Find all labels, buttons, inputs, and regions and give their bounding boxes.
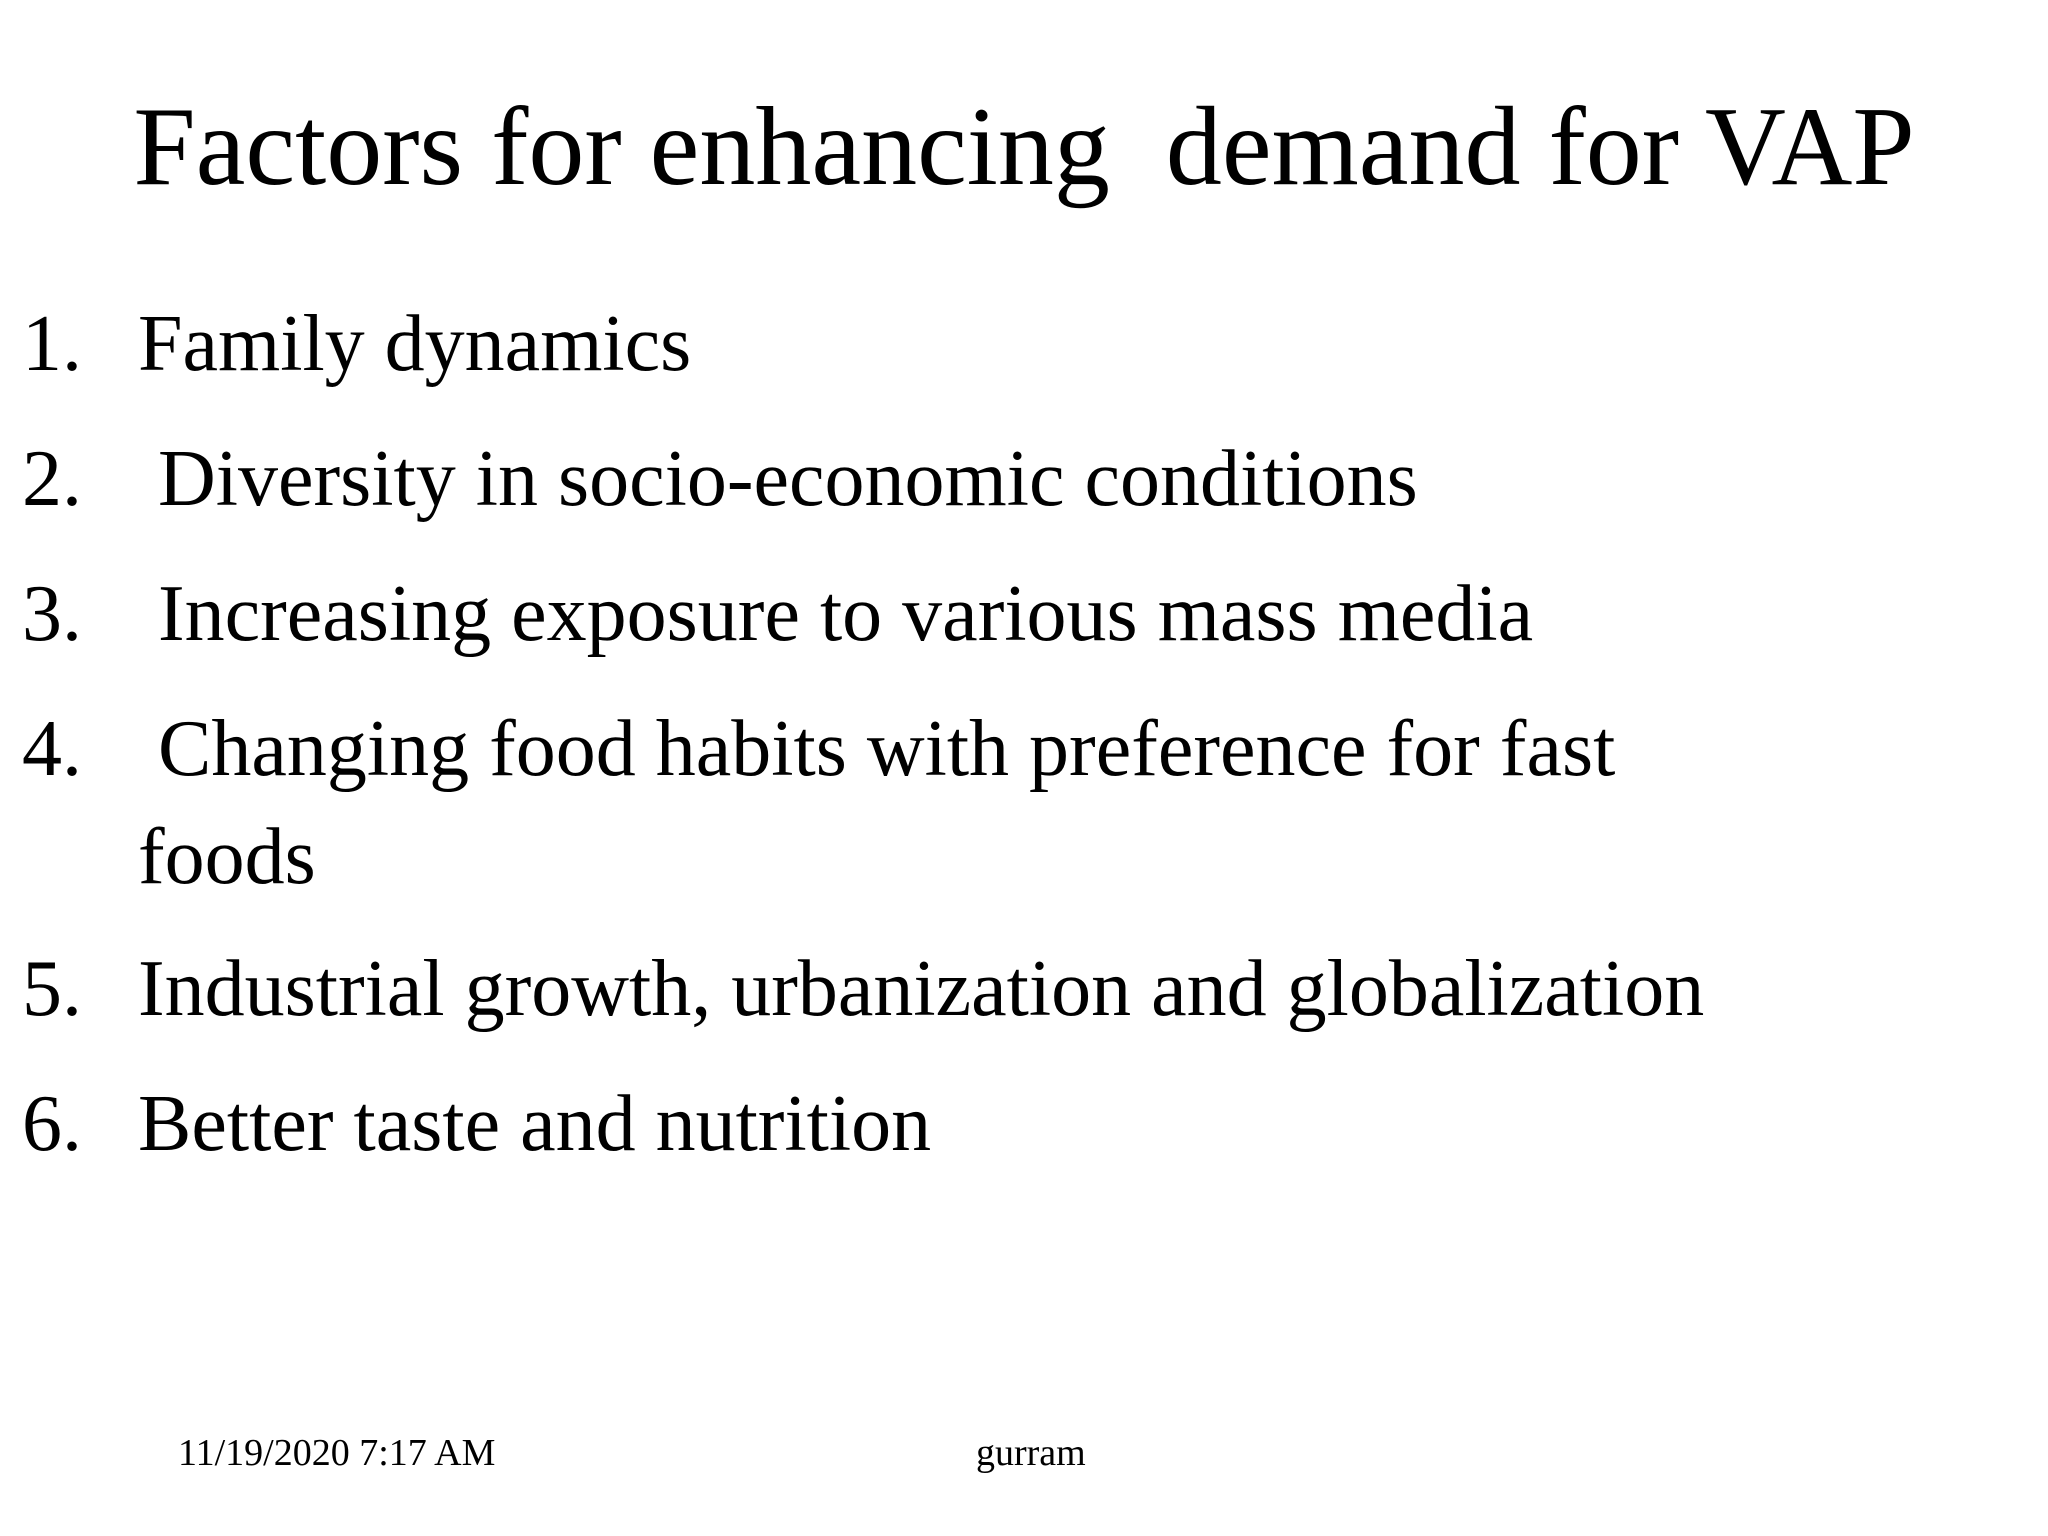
list-item-number: 3. (22, 570, 82, 658)
list-item-text: Diversity in socio-economic conditions (138, 435, 1418, 523)
list-item-text: Industrial growth, urbanization and globalization (138, 945, 1705, 1033)
list-item-text: Family dynamics (138, 300, 692, 388)
list-item-number: 4. (22, 705, 82, 793)
footer-author: gurram (976, 1432, 1086, 1474)
list-item-text: Better taste and nutrition (138, 1080, 932, 1168)
list-item-number: 2. (22, 435, 82, 523)
list-item-text: Increasing exposure to various mass media (138, 570, 1534, 658)
footer-date: 11/19/2020 7:17 AM (178, 1432, 496, 1474)
list-item-number: 6. (22, 1080, 82, 1168)
list-item-number: 1. (22, 300, 82, 388)
slide-title: Factors for enhancing demand for VAP (133, 85, 1915, 209)
list-item-text: Changing food habits with preference for fast foods (138, 705, 1616, 901)
list-item-number: 5. (22, 945, 82, 1033)
